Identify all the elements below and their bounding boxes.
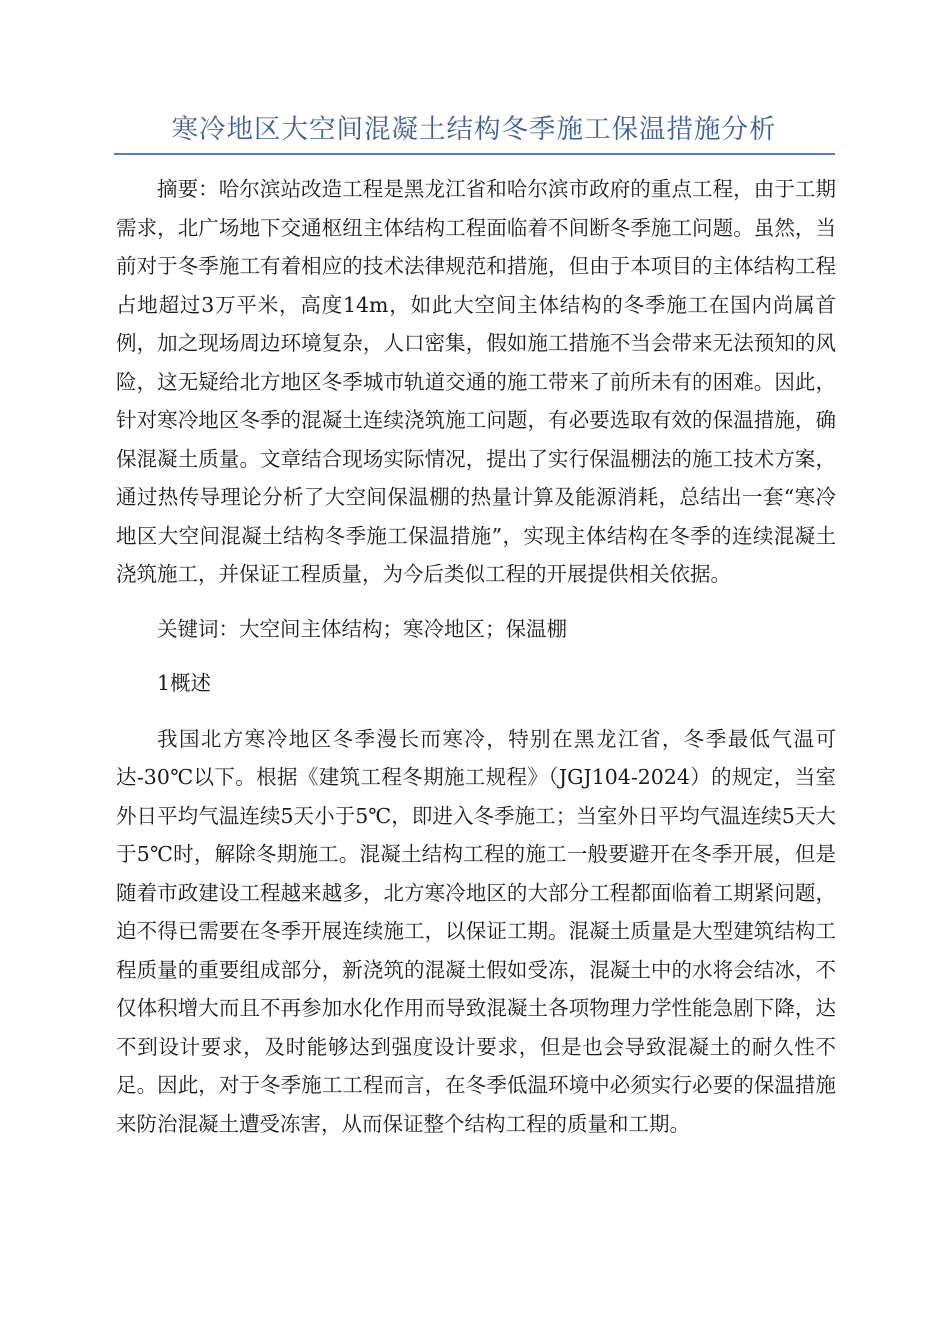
section-paragraph: 我国北方寒冷地区冬季漫长而寒冷，特别在黑龙江省，冬季最低气温可达-30℃以下。根据《建筑工程冬期施工规程》（JGJ104-2024）的规定，当室外日平均气温连续5天小于5℃，即进入冬季施工；当室外日平均气温连续5天大于5℃时，解除冬期施工。混凝土结构工程的施工一般要避开在冬季开展，但是随着市政建设工程越来越多，北方寒冷地区的大部分工程都面临着工期紧问题，迫不得已需要在冬季开展连续施工，以保证工期。混凝土质量是大型建筑结构工程质量的重要组成部分，新浇筑的混凝土假如受冻，混凝土中的水将会结冰，不仅体积增大而且不再参加水化作用而导致混凝土各项物理力学性能急剧下降，达不到设计要求，及时能够达到强度设计要求，但是也会导致混凝土的耐久性不足。因此，对于冬季施工工程而言，在冬季低温环境中必须实行必要的保温措施来防治混凝土遭受冻害，从而保证整个结构工程的质量和工期。 bbox=[116, 726, 836, 1136]
abstract-paragraph: 摘要：哈尔滨站改造工程是黑龙江省和哈尔滨市政府的重点工程，由于工期需求，北广场地下交通枢纽主体结构工程面临着不间断冬季施工问题。虽然，当前对于冬季施工有着相应的技术法律规范和措施，但由于本项目的主体结构工程占地超过3万平米，高度14m，如此大空间主体结构的冬季施工在国内尚属首例，加之现场周边环境复杂，人口密集，假如施工措施不当会带来无法预知的风险，这无疑给北方地区冬季城市轨道交通的施工带来了前所未有的困难。因此，针对寒冷地区冬季的混凝土连续浇筑施工问题，有必要选取有效的保温措施，确保混凝土质量。文章结合现场实际情况，提出了实行保温棚法的施工技术方案，通过热传导理论分析了大空间保温棚的热量计算及能源消耗，总结出一套“寒冷地区大空间混凝土结构冬季施工保温措施”，实现主体结构在冬季的连续混凝土浇筑施工，并保证工程质量，为今后类似工程的开展提供相关依据。 bbox=[116, 177, 836, 586]
keywords-paragraph: 关键词：大空间主体结构；寒冷地区；保温棚 bbox=[157, 616, 567, 641]
title-underline bbox=[114, 153, 835, 155]
document-title: 寒冷地区大空间混凝土结构冬季施工保温措施分析 bbox=[171, 114, 777, 145]
document-body bbox=[116, 170, 836, 1159]
section-heading: 1概述 bbox=[157, 671, 212, 695]
